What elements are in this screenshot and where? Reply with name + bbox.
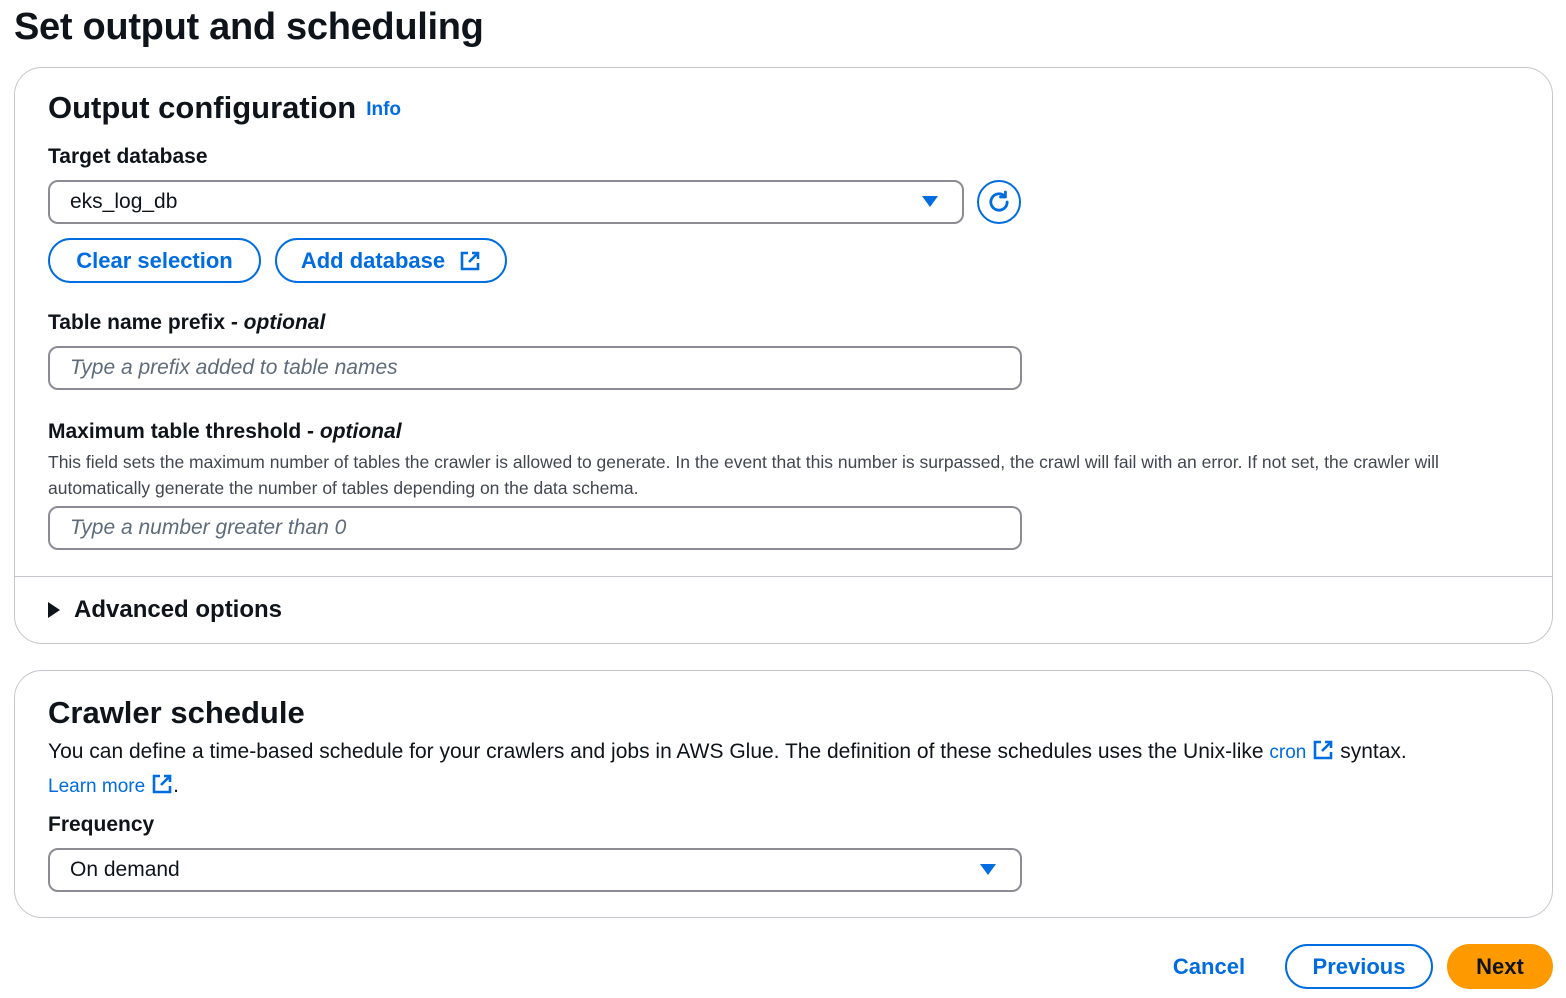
info-link[interactable]: Info xyxy=(366,98,402,120)
caret-down-icon xyxy=(980,864,996,875)
target-database-select[interactable] xyxy=(48,180,964,224)
add-database-label: Add database xyxy=(300,247,446,273)
learn-more-link[interactable] xyxy=(48,776,173,797)
target-database-value: eks_log_db xyxy=(70,190,178,213)
advanced-options-toggle[interactable] xyxy=(48,596,282,624)
previous-button[interactable] xyxy=(1285,944,1433,989)
learn-more-label: Learn more xyxy=(48,776,146,797)
schedule-description-suffix: syntax. xyxy=(1334,740,1407,763)
max-threshold-label-text: Maximum table threshold - xyxy=(48,420,320,443)
frequency-label: Frequency xyxy=(48,813,155,836)
max-threshold-optional: optional xyxy=(319,420,402,443)
refresh-databases-button[interactable] xyxy=(977,180,1021,224)
caret-down-icon xyxy=(922,196,938,207)
external-link-icon xyxy=(1312,739,1334,761)
external-link-icon xyxy=(151,773,173,795)
target-database-label: Target database xyxy=(48,145,208,168)
clear-selection-label: Clear selection xyxy=(76,247,233,273)
output-configuration-title: Output configuration xyxy=(48,90,357,125)
cancel-button[interactable] xyxy=(1158,944,1260,989)
table-prefix-label xyxy=(48,311,325,335)
learn-more-suffix: . xyxy=(173,774,180,797)
crawler-schedule-panel xyxy=(14,670,1553,918)
caret-right-icon xyxy=(48,602,60,618)
frequency-select[interactable] xyxy=(48,848,1022,892)
schedule-description-text: You can define a time-based schedule for your crawlers and jobs in AWS Glue. The definition of these schedules uses the Unix-like xyxy=(48,740,1270,763)
table-prefix-label-text: Table name prefix - xyxy=(48,311,244,334)
add-database-button[interactable] xyxy=(275,238,507,283)
table-prefix-optional: optional xyxy=(243,311,326,334)
advanced-options-label: Advanced options xyxy=(74,596,283,623)
max-threshold-label xyxy=(48,420,402,444)
next-button[interactable] xyxy=(1447,944,1553,989)
section-divider xyxy=(15,576,1552,577)
previous-label: Previous xyxy=(1312,953,1406,979)
refresh-icon xyxy=(985,188,1013,216)
max-threshold-description: This field sets the maximum number of tables the crawler is allowed to generate. In the event that this number is surpassed, the crawl will fail with an error. If not set, the crawler will automatically generate the number of tables depending on the data schema. xyxy=(48,452,1439,498)
page-title: Set output and scheduling xyxy=(14,6,484,48)
crawler-schedule-description xyxy=(48,735,1538,803)
output-configuration-panel xyxy=(14,67,1553,644)
cron-link[interactable] xyxy=(1269,742,1334,763)
frequency-value: On demand xyxy=(70,858,180,881)
output-configuration-heading xyxy=(48,90,401,126)
next-label: Next xyxy=(1476,953,1524,979)
crawler-schedule-title: Crawler schedule xyxy=(48,695,305,730)
table-prefix-input[interactable] xyxy=(48,346,1022,390)
clear-selection-button[interactable] xyxy=(48,238,261,283)
max-threshold-input[interactable] xyxy=(48,506,1022,550)
external-link-icon xyxy=(459,250,481,272)
cancel-label: Cancel xyxy=(1172,953,1246,979)
cron-link-label: cron xyxy=(1269,742,1307,763)
